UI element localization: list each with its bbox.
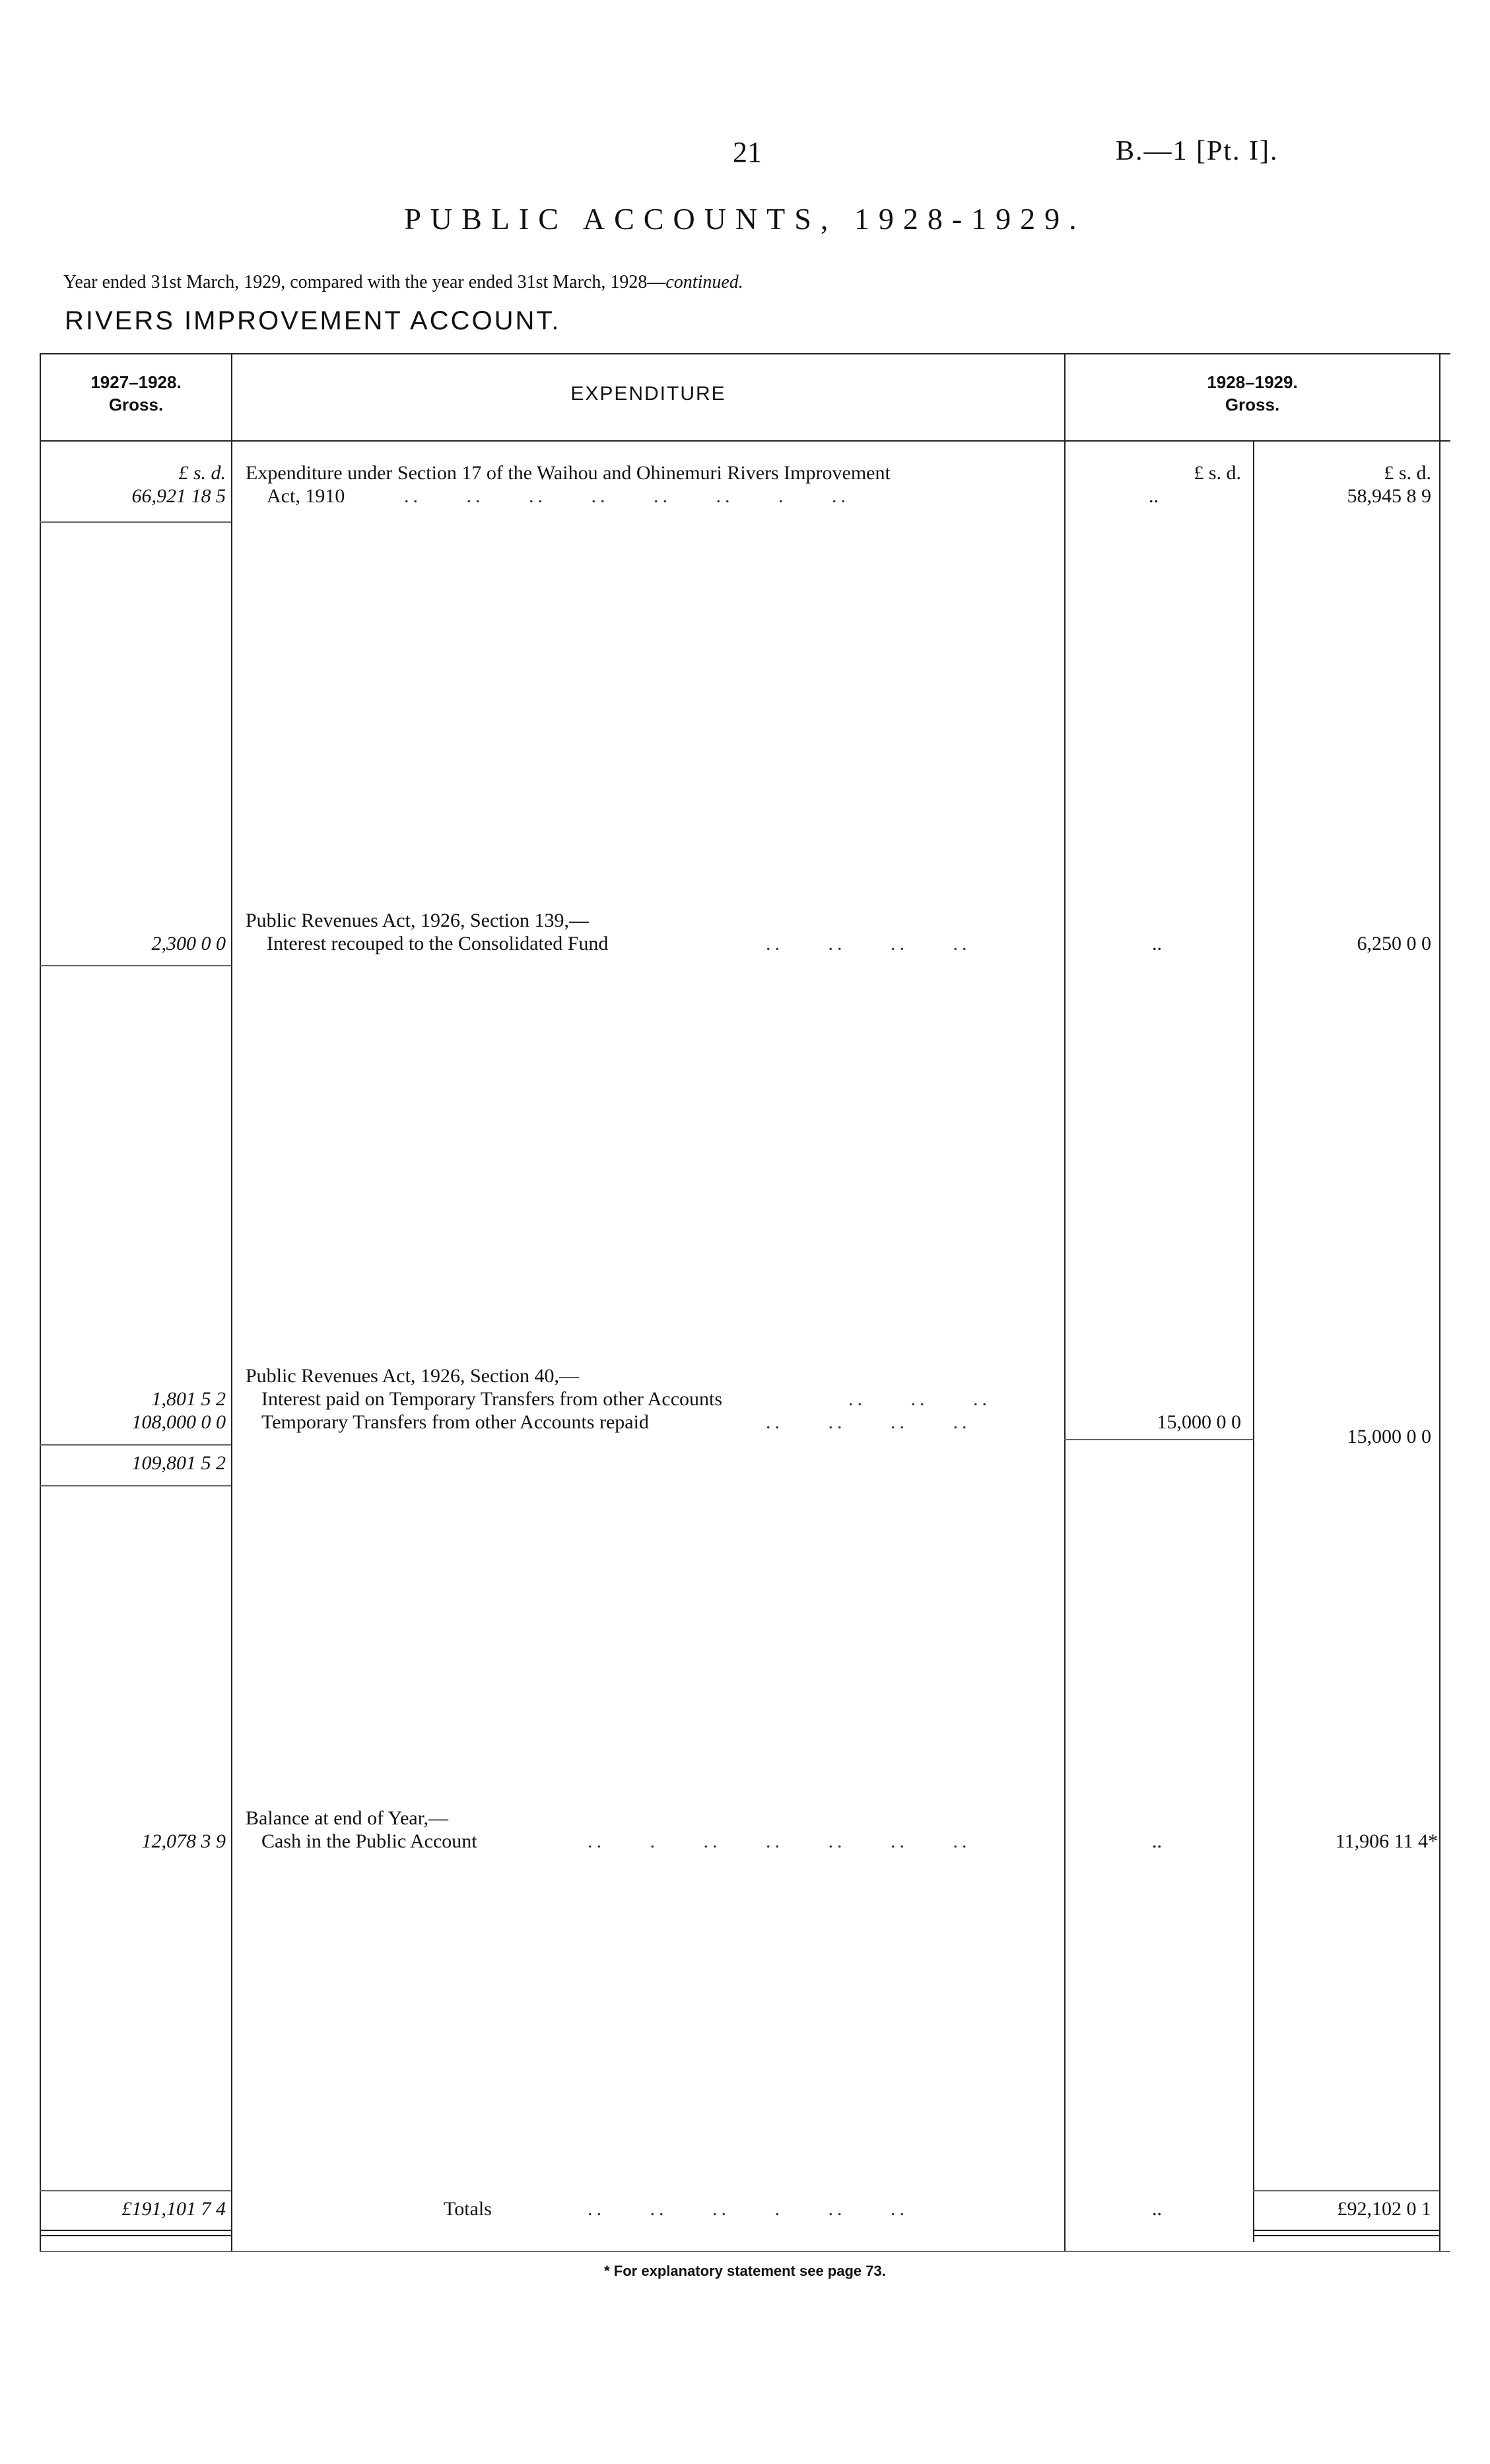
leader-dots: .. . .. .. .. .. .. — [588, 1830, 971, 1852]
row-heading: Balance at end of Year,— — [246, 1807, 449, 1829]
inner-amount: .. — [1149, 485, 1159, 507]
inner-amount: 15,000 0 0 — [1157, 1411, 1241, 1433]
row-description: Cash in the Public Account — [261, 1830, 477, 1852]
document-reference: B.—1 [Pt. I]. — [1116, 136, 1279, 166]
inner-amount: .. — [1152, 933, 1162, 954]
prev-subtotal: 109,801 5 2 — [131, 1452, 226, 1474]
prev-amount: 108,000 0 0 — [131, 1411, 226, 1433]
totals-top-rule-prev — [40, 2190, 231, 2191]
prev-currency-label: £ s. d. — [178, 462, 226, 484]
subtitle-italic: continued. — [665, 272, 743, 292]
curr-year-label: 1928–1929. — [1207, 372, 1298, 392]
inner-amount: .. — [1152, 1830, 1162, 1852]
outer-total: £92,102 0 1 — [1337, 2198, 1431, 2220]
table-bottom-rule — [40, 2251, 1450, 2252]
row-rule — [40, 1485, 231, 1486]
row-heading: Public Revenues Act, 1926, Section 139,— — [246, 910, 589, 931]
page-number: 21 — [733, 136, 762, 168]
leader-dots: .. .. .. — [848, 1388, 991, 1410]
col-rule-3 — [1253, 440, 1254, 2242]
prev-total: £191,101 7 4 — [121, 2198, 226, 2220]
prev-amount: 2,300 0 0 — [151, 933, 226, 954]
prev-year-label: 1927–1928. — [90, 372, 182, 392]
outer-amount: 11,906 11 4* — [1335, 1830, 1438, 1852]
prev-year-header — [41, 371, 231, 416]
leader-dots: .. .. .. .. .. .. . .. — [404, 485, 850, 507]
footnote: * For explanatory statement see page 73. — [604, 2263, 886, 2279]
outer-amount: 58,945 8 9 — [1347, 485, 1431, 507]
subtitle-main: Year ended 31st March, 1929, compared with the year ended 31st March, 1928— — [63, 272, 666, 292]
subtitle — [63, 272, 743, 293]
curr-gross-label: Gross. — [1225, 395, 1280, 415]
totals-double-rule-3 — [1253, 2230, 1439, 2231]
prev-amount: 66,921 18 5 — [131, 485, 226, 507]
inner-total: .. — [1152, 2198, 1162, 2220]
leader-dots: .. .. .. .. — [766, 933, 971, 954]
totals-double-rule-4 — [1253, 2235, 1439, 2236]
subtotal-rule — [40, 1444, 231, 1446]
inner-subtotal-rule — [1064, 1439, 1253, 1440]
outer-currency-label: £ s. d. — [1384, 462, 1431, 484]
totals-double-rule-2 — [40, 2235, 231, 2236]
row-description: Interest recouped to the Consolidated Fund — [267, 933, 609, 954]
expenditure-header: EXPENDITURE — [570, 383, 726, 405]
header-bottom-rule — [40, 440, 1450, 442]
curr-year-header — [1066, 371, 1439, 416]
outer-amount: 15,000 0 0 — [1347, 1426, 1431, 1448]
row-rule — [40, 965, 231, 966]
prev-gross-label: Gross. — [108, 395, 164, 415]
row-heading: Public Revenues Act, 1926, Section 40,— — [246, 1365, 579, 1387]
prev-amount: 1,801 5 2 — [151, 1388, 226, 1410]
row-description: Expenditure under Section 17 of the Waihou and Ohinemuri Rivers Improvement — [246, 462, 891, 484]
col-rule-2 — [1064, 353, 1066, 2251]
col-rule-1 — [231, 353, 232, 2251]
col-rule-4 — [1439, 353, 1440, 2251]
row-description: Temporary Transfers from other Accounts repaid — [261, 1411, 649, 1433]
row-rule — [40, 521, 231, 523]
leader-dots: .. .. .. .. — [766, 1411, 971, 1433]
prev-amount: 12,078 3 9 — [141, 1830, 226, 1852]
inner-currency-label: £ s. d. — [1194, 462, 1241, 484]
row-description: Interest paid on Temporary Transfers from other Accounts — [261, 1388, 723, 1410]
totals-top-rule-outer — [1253, 2190, 1439, 2191]
account-name: RIVERS IMPROVEMENT ACCOUNT. — [65, 306, 561, 335]
totals-label: Totals — [444, 2198, 492, 2220]
page-title: PUBLIC ACCOUNTS, 1928-1929. — [404, 202, 1086, 236]
row-description-cont: Act, 1910 — [267, 485, 345, 507]
table-top-rule — [40, 353, 1450, 354]
outer-amount: 6,250 0 0 — [1357, 933, 1431, 954]
leader-dots: .. .. .. . .. .. — [588, 2198, 908, 2220]
col-rule-left — [40, 353, 41, 2251]
totals-double-rule-1 — [40, 2230, 231, 2231]
